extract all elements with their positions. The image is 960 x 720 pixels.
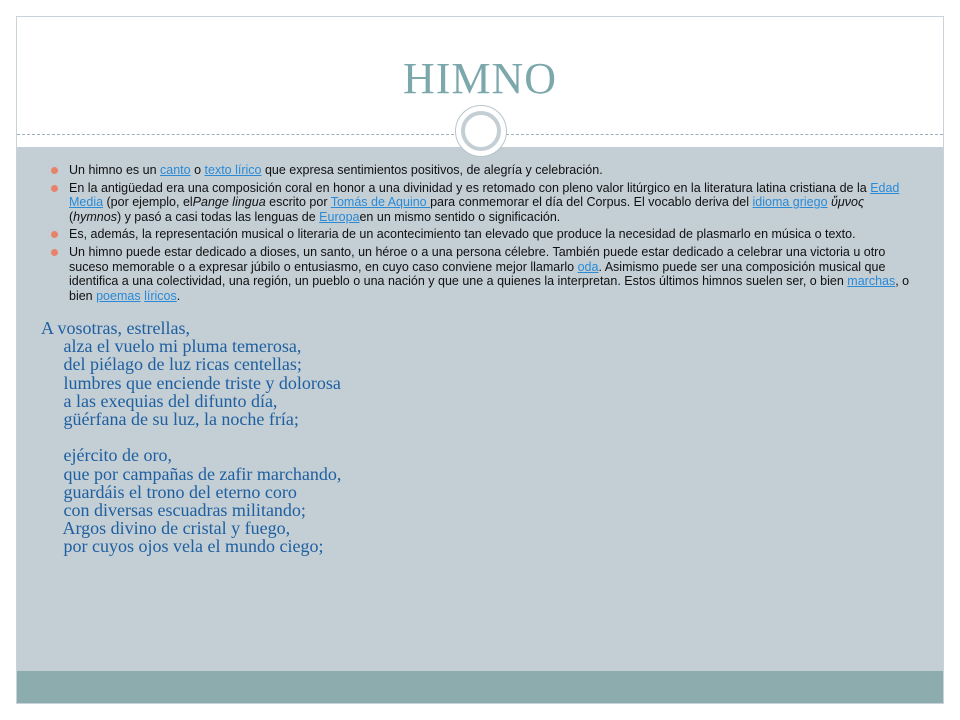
bullet-dot-icon	[51, 167, 58, 174]
link-liricos[interactable]: líricos	[144, 288, 177, 303]
link-idioma-griego[interactable]: idioma griego	[752, 195, 828, 210]
bullet-list	[47, 163, 917, 306]
poem-text: A vosotras, estrellas, alza el vuelo mi pluma temerosa, del piélago de luz ricas centellas; lumbres que enciende triste y dolorosa a las exequias del difunto día, güérfana de su luz, la noche fría; ejército de oro, que por campañas de zafir marchando, guardáis el trono del eterno coro con diversas escuadras militando; Argos divino de cristal y fuego, por cuyos ojos vela el mundo ciego;	[41, 318, 342, 557]
bottom-bar	[17, 671, 943, 704]
bullet-dot-icon	[51, 231, 58, 238]
link-oda[interactable]: oda	[577, 259, 599, 274]
bullet-item: Es, además, la representación musical o literaria de un acontecimiento tan elevado que produce la necesidad de plasmarlo en música o texto.	[47, 227, 917, 242]
slide-frame	[16, 16, 944, 704]
bullet-item: En la antigüedad era una composición coral en honor a una divinidad y es retomado con pleno valor litúrgico en la literatura latina cristiana de la Edad Media (por ejemplo, elPange lingua escrito por Tomás de Aquino para conmemorar el día del Corpus. El vocablo deriva del idioma griego ὕμνος (hymnos) y pasó a casi todas las lenguas de Europaen un mismo sentido o significación.	[47, 181, 917, 225]
link-tomas-de-aquino[interactable]: Tomás de Aquino	[330, 195, 431, 210]
bullet-dot-icon	[51, 185, 58, 192]
link-canto[interactable]: canto	[160, 163, 191, 177]
slide-title: HIMNO	[402, 54, 558, 103]
bullet-item: Un himno es un canto o texto lírico que expresa sentimientos positivos, de alegría y celebración.	[47, 163, 917, 178]
link-europa[interactable]: Europa	[319, 209, 360, 224]
link-edad-media[interactable]: Edad Media	[69, 180, 900, 210]
bullet-dot-icon	[51, 249, 58, 256]
bullet-item: Un himno puede estar dedicado a dioses, un santo, un héroe o a una persona célebre. También puede estar dedicado a celebrar una victoria u otro suceso memorable o a expresar júbilo o entusiasmo, en cuyo caso conviene mejor llamarlo oda. Asimismo puede ser una composición musical que identifica a una colectividad, una región, un pueblo o una nación y que une a quienes la interpretan. Estos últimos himnos suelen ser, o bien marchas, o bien poemas líricos.	[47, 245, 917, 303]
link-poemas[interactable]: poemas	[96, 288, 141, 303]
link-marchas[interactable]: marchas	[847, 274, 896, 289]
circle-ring-icon	[461, 111, 501, 151]
link-texto-lirico[interactable]: texto lírico	[204, 163, 262, 177]
